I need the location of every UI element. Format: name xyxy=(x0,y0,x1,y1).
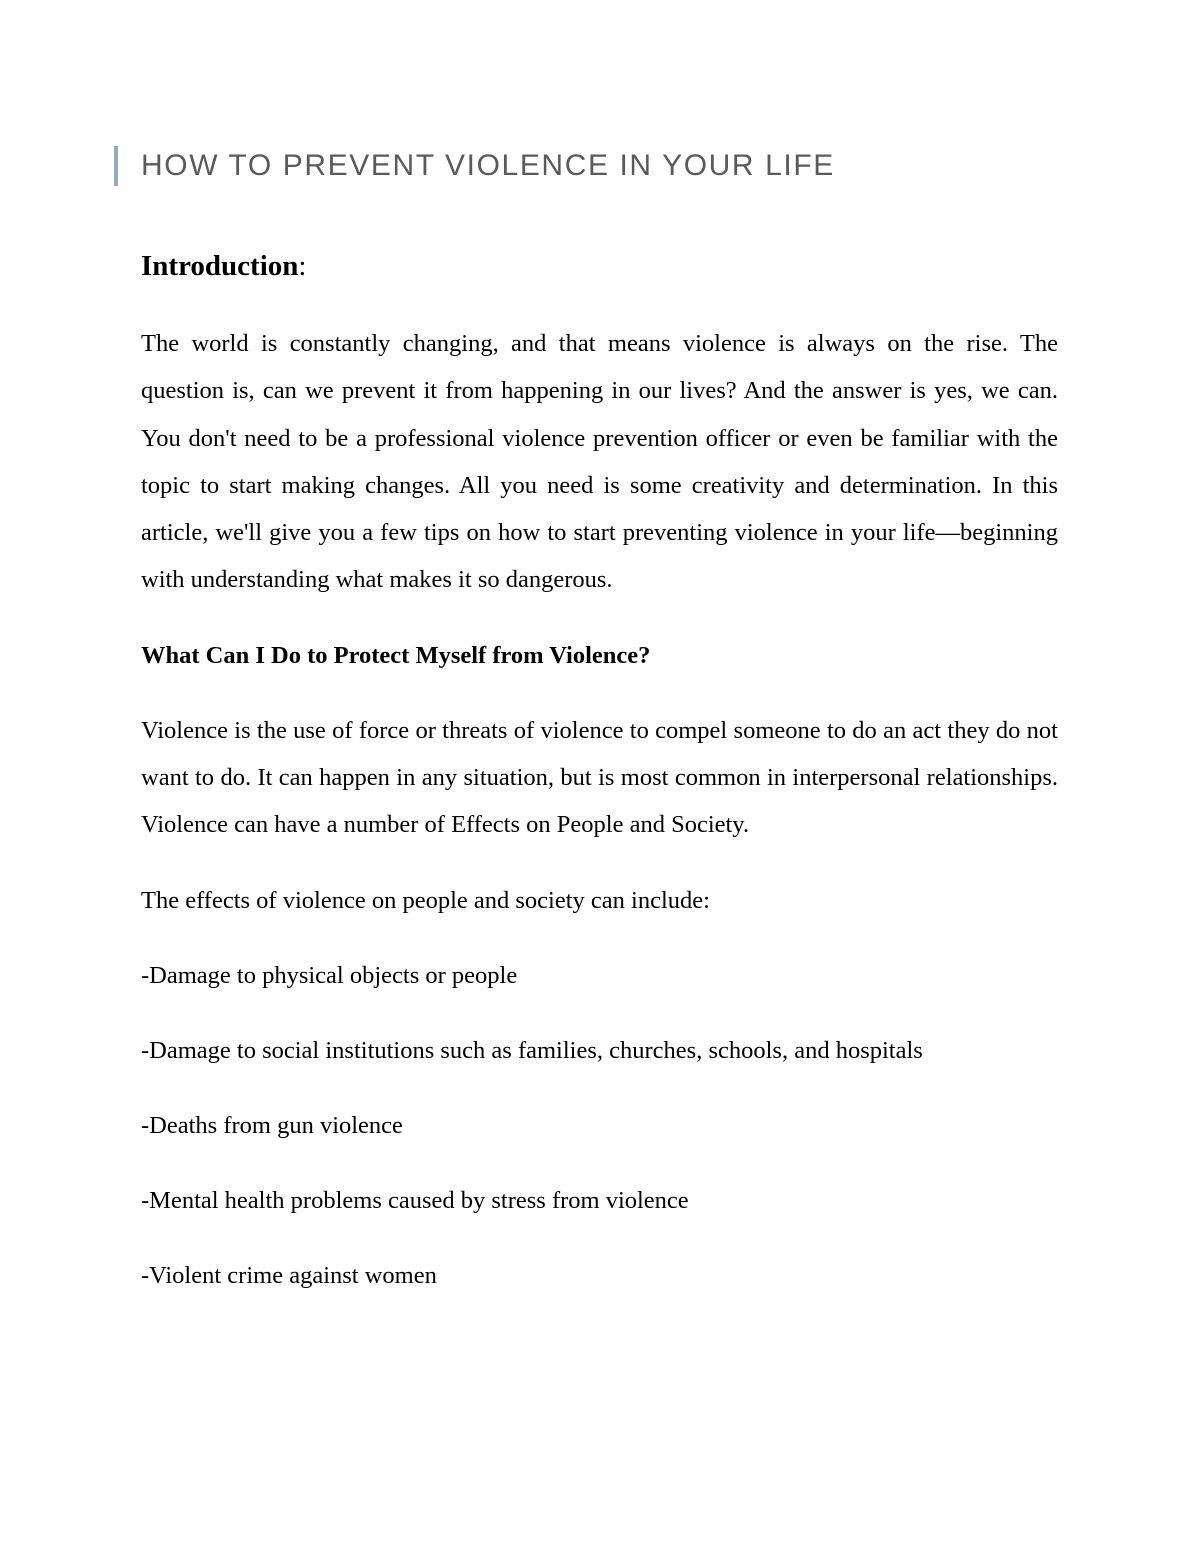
effects-list-item: -Damage to social institutions such as families, churches, schools, and hospitals xyxy=(141,1036,923,1064)
title-block xyxy=(114,146,835,186)
document-title: HOW TO PREVENT VIOLENCE IN YOUR LIFE xyxy=(141,149,835,182)
document-body xyxy=(141,246,1058,1327)
section-heading: What Can I Do to Protect Myself from Violence? xyxy=(141,641,651,669)
effects-list-item: -Deaths from gun violence xyxy=(141,1111,403,1139)
section-paragraph: Violence is the use of force or threats of violence to compel someone to do an act they do not want to do. It can happen in any situation, but is most common in interpersonal relationships. Violence can have a number of Effects on People and Society. xyxy=(141,716,1058,839)
intro-heading xyxy=(141,246,1058,286)
effects-list-item: -Violent crime against women xyxy=(141,1261,437,1289)
title-accent-bar xyxy=(114,146,118,186)
intro-heading-text: Introduction xyxy=(141,250,299,282)
effects-list-item: -Damage to physical objects or people xyxy=(141,961,518,989)
effects-list-item: -Mental health problems caused by stress from violence xyxy=(141,1186,689,1214)
effects-intro: The effects of violence on people and society can include: xyxy=(141,886,710,914)
intro-heading-colon: : xyxy=(298,250,307,282)
intro-paragraph: The world is constantly changing, and that means violence is always on the rise. The question is, can we prevent it from happening in our lives? And the answer is yes, we can. You don't need to be a professional violence prevention officer or even be familiar with the topic to start making changes. All you need is some creativity and determination. In this article, we'll give you a few tips on how to start preventing violence in your life—beginning with understanding what makes it so dangerous. xyxy=(141,330,1058,594)
